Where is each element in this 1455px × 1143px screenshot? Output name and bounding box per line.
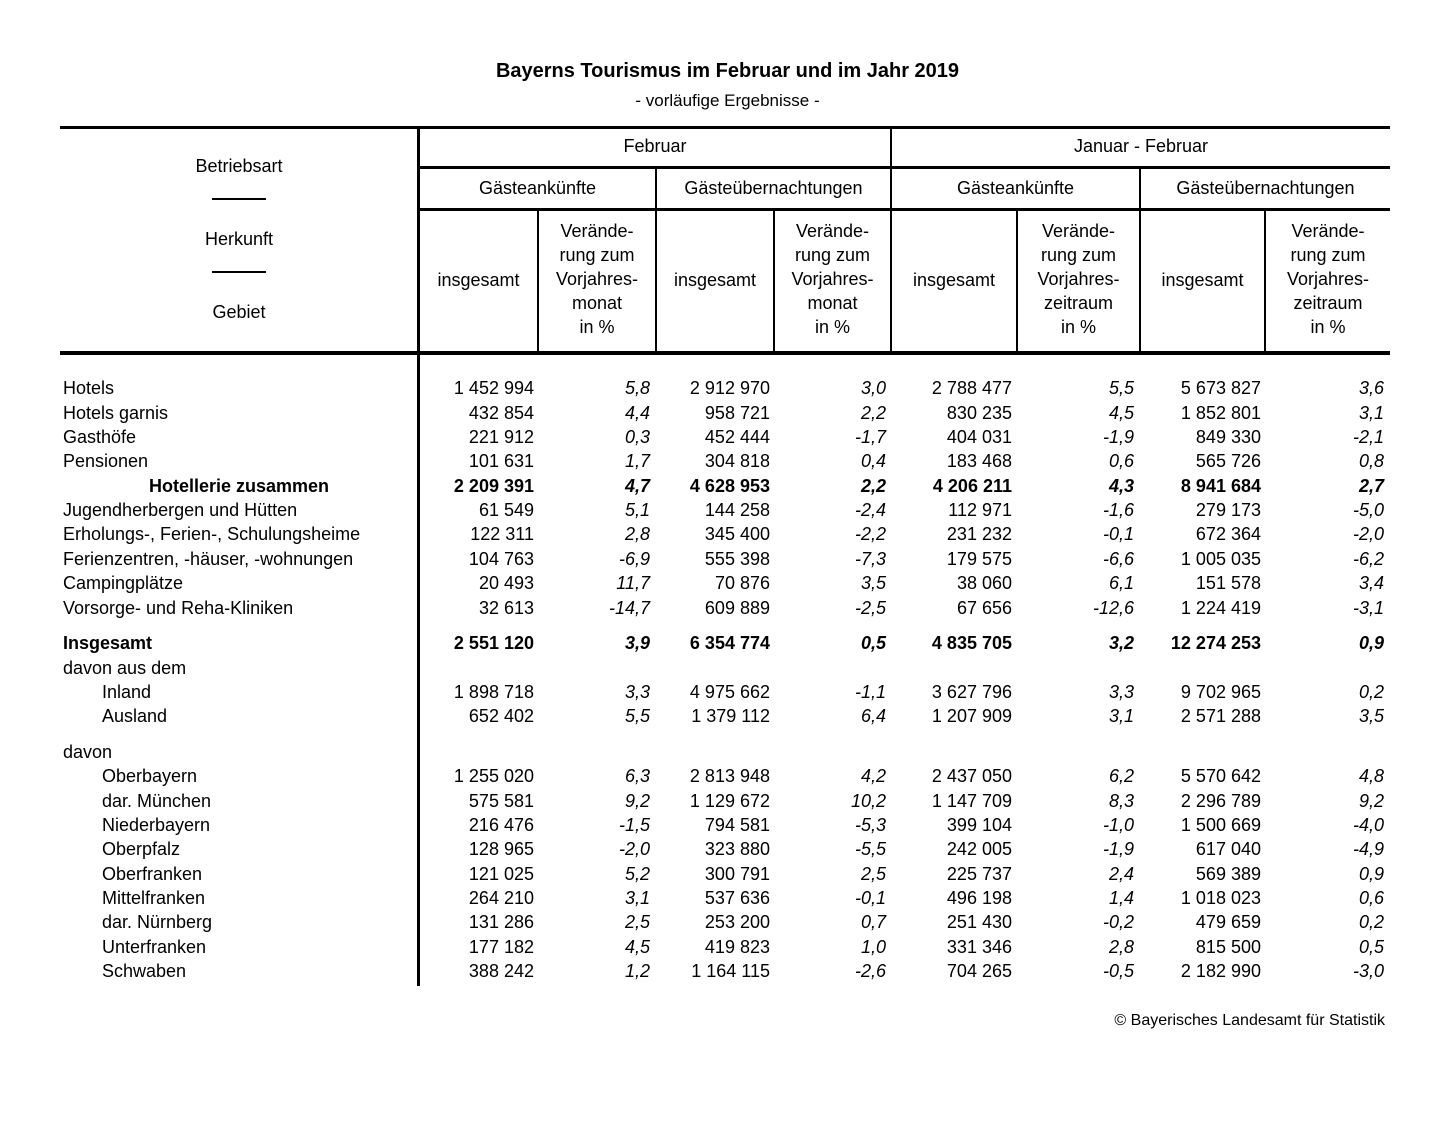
cell-change-percent: 4,4 xyxy=(624,403,650,423)
cell-total: 32 613 xyxy=(478,598,534,618)
row-label: Ferienzentren, -häuser, -wohnungen xyxy=(63,549,354,569)
cell-change-percent: 6,4 xyxy=(860,706,886,726)
cell-total: 304 818 xyxy=(704,451,770,471)
cell-change-percent: 0,8 xyxy=(1358,451,1384,471)
cell-change-percent: 0,9 xyxy=(1358,864,1384,884)
cell-change-percent: 11,7 xyxy=(616,573,650,593)
cell-change-percent: 1,2 xyxy=(624,961,650,981)
cell-change-percent: -5,0 xyxy=(1352,500,1384,520)
cell-total: 652 402 xyxy=(468,706,534,726)
cell-total: 4 628 953 xyxy=(689,476,770,496)
row-label: Schwaben xyxy=(102,961,187,981)
table-row xyxy=(60,401,1390,425)
header-rule-2 xyxy=(418,208,1390,211)
cell-change-percent: 6,3 xyxy=(624,766,650,786)
cell-total: 2 912 970 xyxy=(689,378,770,398)
cell-change-percent: 0,6 xyxy=(1358,888,1384,908)
header-nights-jan-feb: Gästeübernachtungen xyxy=(1176,178,1355,198)
cell-change-percent: 4,8 xyxy=(1358,766,1384,786)
cell-total: 104 763 xyxy=(468,549,534,569)
cell-total: 496 198 xyxy=(946,888,1012,908)
cell-change-percent: 0,3 xyxy=(624,427,650,447)
cell-total: 4 975 662 xyxy=(689,682,770,702)
cell-total: 4 206 211 xyxy=(932,476,1012,496)
cell-total: 555 398 xyxy=(704,549,770,569)
tourism-table xyxy=(60,126,1390,986)
cell-change-percent: -2,0 xyxy=(618,839,650,859)
cell-total: 609 889 xyxy=(704,598,770,618)
cell-change-percent: 8,3 xyxy=(1108,791,1134,811)
cell-change-percent: 9,2 xyxy=(624,791,650,811)
row-label: Oberpfalz xyxy=(102,839,181,859)
cell-total: 794 581 xyxy=(704,815,770,835)
cell-total: 225 737 xyxy=(946,864,1012,884)
cell-total: 575 581 xyxy=(468,791,534,811)
table-row xyxy=(60,813,1390,837)
cell-change-percent: 3,1 xyxy=(624,888,650,908)
cell-total: 1 500 669 xyxy=(1180,815,1261,835)
cell-change-percent: -4,0 xyxy=(1352,815,1384,835)
cell-total: 20 493 xyxy=(478,573,534,593)
cell-total: 1 018 023 xyxy=(1180,888,1261,908)
cell-change-percent: -1,6 xyxy=(1102,500,1134,520)
cell-change-percent: 5,1 xyxy=(624,500,650,520)
cell-change-percent: -1,0 xyxy=(1102,815,1134,835)
cell-change-percent: -5,3 xyxy=(854,815,886,835)
page-subtitle: - vorläufige Ergebnisse - xyxy=(635,91,820,110)
cell-change-percent: -5,5 xyxy=(854,839,886,859)
cell-total: 38 060 xyxy=(956,573,1012,593)
cell-change-percent: 3,3 xyxy=(1108,682,1134,702)
cell-change-percent: 3,5 xyxy=(1358,706,1384,726)
row-label: Inland xyxy=(102,682,152,702)
cell-change-percent: -1,9 xyxy=(1102,427,1134,447)
cell-total: 2 571 288 xyxy=(1180,706,1261,726)
cell-total: 8 941 684 xyxy=(1180,476,1261,496)
cell-change-percent: 4,2 xyxy=(860,766,886,786)
cell-change-percent: 0,2 xyxy=(1358,912,1384,932)
cell-total: 216 476 xyxy=(468,815,534,835)
header-nights-feb: Gästeübernachtungen xyxy=(684,178,863,198)
row-label: Mittelfranken xyxy=(102,888,206,908)
cell-change-percent: 2,2 xyxy=(860,403,886,423)
header-change-2: Verände- rung zum Vorjahres- monat in % xyxy=(791,221,874,337)
cell-total: 121 025 xyxy=(468,864,534,884)
cell-change-percent: 5,2 xyxy=(624,864,650,884)
cell-total: 5 673 827 xyxy=(1180,378,1261,398)
table-row xyxy=(60,862,1390,886)
cell-total: 61 549 xyxy=(478,500,534,520)
cell-change-percent: -2,0 xyxy=(1352,524,1384,544)
header-period-februar: Februar xyxy=(623,136,687,156)
header-total-1: insgesamt xyxy=(437,270,520,290)
cell-total: 112 971 xyxy=(948,500,1012,520)
row-label: Erholungs-, Ferien-, Schulungsheime xyxy=(63,524,361,544)
cell-change-percent: 5,5 xyxy=(1108,378,1134,398)
cell-change-percent: 0,5 xyxy=(1358,937,1384,957)
cell-total: 5 570 642 xyxy=(1180,766,1261,786)
row-label: Vorsorge- und Reha-Kliniken xyxy=(63,598,294,618)
table-row xyxy=(60,910,1390,934)
cell-total: 1 379 112 xyxy=(691,706,770,726)
table-row xyxy=(60,596,1390,620)
header-bottom-rule xyxy=(60,351,1390,355)
cell-total: 179 575 xyxy=(946,549,1012,569)
cell-change-percent: 3,2 xyxy=(1108,633,1134,653)
cell-change-percent: -6,6 xyxy=(1102,549,1134,569)
cell-change-percent: 3,0 xyxy=(860,378,886,398)
table-row xyxy=(60,764,1390,788)
cell-change-percent: -1,9 xyxy=(1102,839,1134,859)
cell-total: 565 726 xyxy=(1195,451,1261,471)
cell-change-percent: 6,2 xyxy=(1108,766,1134,786)
table-row xyxy=(60,631,1390,655)
cell-total: 479 659 xyxy=(1195,912,1261,932)
cell-change-percent: -1,1 xyxy=(854,682,886,702)
table-row xyxy=(60,935,1390,959)
cell-total: 1 147 709 xyxy=(931,791,1012,811)
cell-change-percent: -1,5 xyxy=(618,815,650,835)
row-label: dar. Nürnberg xyxy=(102,912,213,932)
cell-total: 2 788 477 xyxy=(931,378,1012,398)
cell-total: 2 296 789 xyxy=(1180,791,1261,811)
cell-total: 419 823 xyxy=(704,937,770,957)
table-row xyxy=(60,376,1390,400)
cell-total: 9 702 965 xyxy=(1180,682,1261,702)
cell-total: 1 852 801 xyxy=(1180,403,1261,423)
period-divider xyxy=(890,126,892,354)
cell-total: 1 005 035 xyxy=(1180,549,1261,569)
cell-change-percent: -4,9 xyxy=(1352,839,1384,859)
cell-total: 849 330 xyxy=(1195,427,1261,447)
cell-total: 345 400 xyxy=(704,524,770,544)
cell-change-percent: -3,1 xyxy=(1352,598,1384,618)
cell-total: 323 880 xyxy=(704,839,770,859)
cell-total: 404 031 xyxy=(946,427,1012,447)
cell-total: 815 500 xyxy=(1195,937,1261,957)
cell-change-percent: 1,7 xyxy=(624,451,650,471)
cell-change-percent: -7,3 xyxy=(854,549,886,569)
cell-change-percent: 2,5 xyxy=(624,912,650,932)
cell-change-percent: -1,7 xyxy=(854,427,886,447)
stub-herkunft: Herkunft xyxy=(204,229,274,249)
page-title: Bayerns Tourismus im Februar und im Jahr 2019 xyxy=(495,60,960,82)
cell-change-percent: 2,4 xyxy=(1108,864,1134,884)
table-row xyxy=(60,474,1390,498)
cell-change-percent: 3,1 xyxy=(1108,706,1134,726)
row-label: Hotellerie zusammen xyxy=(148,476,330,496)
row-label: Ausland xyxy=(102,706,168,726)
table-row xyxy=(60,425,1390,449)
cell-change-percent: 0,6 xyxy=(1108,451,1134,471)
cell-change-percent: 3,9 xyxy=(624,633,650,653)
cell-total: 452 444 xyxy=(704,427,770,447)
header-change-4: Verände- rung zum Vorjahres- zeitraum in % xyxy=(1286,221,1370,337)
table-row xyxy=(60,680,1390,704)
cell-total: 2 813 948 xyxy=(689,766,770,786)
row-label: Hotels garnis xyxy=(63,403,169,423)
source-note: © Bayerisches Landesamt für Statistik xyxy=(1114,1012,1385,1029)
cell-total: 617 040 xyxy=(1195,839,1261,859)
row-label: davon aus dem xyxy=(63,658,187,678)
table-row xyxy=(60,789,1390,813)
cell-total: 221 912 xyxy=(468,427,534,447)
cell-change-percent: 2,7 xyxy=(1358,476,1384,496)
cell-change-percent: -14,7 xyxy=(608,598,650,618)
cell-total: 1 164 115 xyxy=(691,961,770,981)
row-label: dar. München xyxy=(102,791,212,811)
cell-change-percent: 0,5 xyxy=(860,633,886,653)
table-row xyxy=(60,837,1390,861)
cell-change-percent: -12,6 xyxy=(1092,598,1134,618)
row-label: Unterfranken xyxy=(102,937,207,957)
cell-change-percent: 3,5 xyxy=(860,573,886,593)
header-change-3: Verände- rung zum Vorjahres- zeitraum in % xyxy=(1037,221,1120,337)
cell-total: 331 346 xyxy=(946,937,1012,957)
table-row xyxy=(60,886,1390,910)
header-total-2: insgesamt xyxy=(673,270,757,290)
cell-total: 1 255 020 xyxy=(453,766,534,786)
cell-change-percent: -0,1 xyxy=(854,888,886,908)
table-top-rule xyxy=(60,126,1390,129)
cell-total: 388 242 xyxy=(468,961,534,981)
cell-total: 67 656 xyxy=(956,598,1012,618)
cell-total: 300 791 xyxy=(704,864,770,884)
cell-change-percent: 2,8 xyxy=(624,524,650,544)
cell-total: 253 200 xyxy=(704,912,770,932)
cell-total: 101 631 xyxy=(468,451,534,471)
cell-total: 4 835 705 xyxy=(931,633,1012,653)
cell-total: 2 437 050 xyxy=(931,766,1012,786)
cell-total: 183 468 xyxy=(946,451,1012,471)
cell-change-percent: 1,4 xyxy=(1108,888,1134,908)
cell-change-percent: -6,9 xyxy=(618,549,650,569)
cell-change-percent: -2,2 xyxy=(854,524,886,544)
cell-total: 2 551 120 xyxy=(453,633,534,653)
table-row xyxy=(60,547,1390,571)
cell-total: 537 636 xyxy=(704,888,770,908)
cell-change-percent: -2,5 xyxy=(854,598,886,618)
row-label: Oberfranken xyxy=(102,864,203,884)
cell-total: 1 452 994 xyxy=(453,378,534,398)
cell-total: 704 265 xyxy=(946,961,1012,981)
header-change-1: Verände- rung zum Vorjahres- monat in % xyxy=(555,221,639,337)
cell-total: 1 224 419 xyxy=(1180,598,1261,618)
cell-change-percent: 3,1 xyxy=(1358,403,1384,423)
cell-total: 830 235 xyxy=(946,403,1012,423)
cell-change-percent: -2,4 xyxy=(854,500,886,520)
header-rule-1 xyxy=(418,166,1390,169)
cell-total: 432 854 xyxy=(468,403,534,423)
cell-change-percent: 6,1 xyxy=(1108,573,1134,593)
stub-gebiet: Gebiet xyxy=(212,302,266,322)
cell-change-percent: 0,9 xyxy=(1358,633,1384,653)
cell-change-percent: 0,2 xyxy=(1358,682,1384,702)
header-total-4: insgesamt xyxy=(1161,270,1244,290)
stub-dash-1 xyxy=(212,198,266,200)
row-label: Jugendherbergen und Hütten xyxy=(63,500,298,520)
header-arrivals-feb: Gästeankünfte xyxy=(478,178,597,198)
cell-total: 12 274 253 xyxy=(1170,633,1261,653)
row-label: Campingplätze xyxy=(63,573,184,593)
cell-change-percent: -2,6 xyxy=(854,961,886,981)
row-label: Gasthöfe xyxy=(63,427,137,447)
cell-total: 70 876 xyxy=(714,573,770,593)
table-row xyxy=(60,522,1390,546)
cell-change-percent: 4,7 xyxy=(624,476,650,496)
row-label: Insgesamt xyxy=(63,633,153,653)
stub-dash-2 xyxy=(212,271,266,273)
cell-total: 958 721 xyxy=(704,403,770,423)
cell-change-percent: 5,5 xyxy=(624,706,650,726)
row-label: davon xyxy=(63,742,113,762)
cell-change-percent: 3,6 xyxy=(1358,378,1384,398)
cell-change-percent: 2,2 xyxy=(860,476,886,496)
cell-total: 2 182 990 xyxy=(1180,961,1261,981)
header-arrivals-jan-feb: Gästeankünfte xyxy=(956,178,1075,198)
cell-total: 3 627 796 xyxy=(931,682,1012,702)
cell-total: 251 430 xyxy=(946,912,1012,932)
cell-change-percent: 4,5 xyxy=(624,937,650,957)
header-total-3: insgesamt xyxy=(912,270,996,290)
cell-change-percent: -0,2 xyxy=(1102,912,1134,932)
cell-total: 128 965 xyxy=(468,839,534,859)
table-row xyxy=(60,449,1390,473)
cell-change-percent: 2,8 xyxy=(1108,937,1134,957)
stub-betriebsart: Betriebsart xyxy=(195,156,283,176)
cell-total: 6 354 774 xyxy=(689,633,770,653)
cell-change-percent: 3,4 xyxy=(1358,573,1384,593)
cell-total: 242 005 xyxy=(946,839,1012,859)
cell-change-percent: 3,3 xyxy=(624,682,650,702)
table-row xyxy=(60,740,1390,764)
cell-total: 1 207 909 xyxy=(931,706,1012,726)
table-row xyxy=(60,704,1390,728)
cell-total: 2 209 391 xyxy=(453,476,534,496)
cell-change-percent: 2,5 xyxy=(860,864,886,884)
table-row xyxy=(60,498,1390,522)
header-period-jan-feb: Januar - Februar xyxy=(1073,136,1209,156)
cell-total: 1 129 672 xyxy=(689,791,770,811)
cell-total: 672 364 xyxy=(1195,524,1261,544)
table-row xyxy=(60,959,1390,983)
cell-change-percent: -0,5 xyxy=(1102,961,1134,981)
table-row xyxy=(60,656,1390,680)
cell-total: 177 182 xyxy=(468,937,534,957)
cell-change-percent: -6,2 xyxy=(1352,549,1384,569)
cell-change-percent: 10,2 xyxy=(850,791,886,811)
cell-change-percent: -0,1 xyxy=(1102,524,1134,544)
cell-change-percent: 0,4 xyxy=(860,451,886,471)
cell-change-percent: 0,7 xyxy=(860,912,886,932)
cell-change-percent: 1,0 xyxy=(860,937,886,957)
cell-total: 122 311 xyxy=(470,524,534,544)
cell-total: 131 286 xyxy=(468,912,534,932)
cell-change-percent: -3,0 xyxy=(1352,961,1384,981)
cell-change-percent: 5,8 xyxy=(624,378,650,398)
cell-total: 231 232 xyxy=(946,524,1012,544)
cell-change-percent: 4,3 xyxy=(1108,476,1134,496)
cell-change-percent: -2,1 xyxy=(1352,427,1384,447)
row-label: Pensionen xyxy=(63,451,149,471)
cell-total: 399 104 xyxy=(946,815,1012,835)
cell-total: 144 258 xyxy=(704,500,770,520)
cell-total: 1 898 718 xyxy=(453,682,534,702)
cell-total: 264 210 xyxy=(468,888,534,908)
cell-total: 569 389 xyxy=(1195,864,1261,884)
row-label: Oberbayern xyxy=(102,766,198,786)
cell-change-percent: 9,2 xyxy=(1358,791,1384,811)
cell-total: 151 578 xyxy=(1195,573,1261,593)
table-row xyxy=(60,571,1390,595)
cell-change-percent: 4,5 xyxy=(1108,403,1134,423)
row-label: Hotels xyxy=(63,378,115,398)
cell-total: 279 173 xyxy=(1195,500,1261,520)
row-label: Niederbayern xyxy=(102,815,211,835)
